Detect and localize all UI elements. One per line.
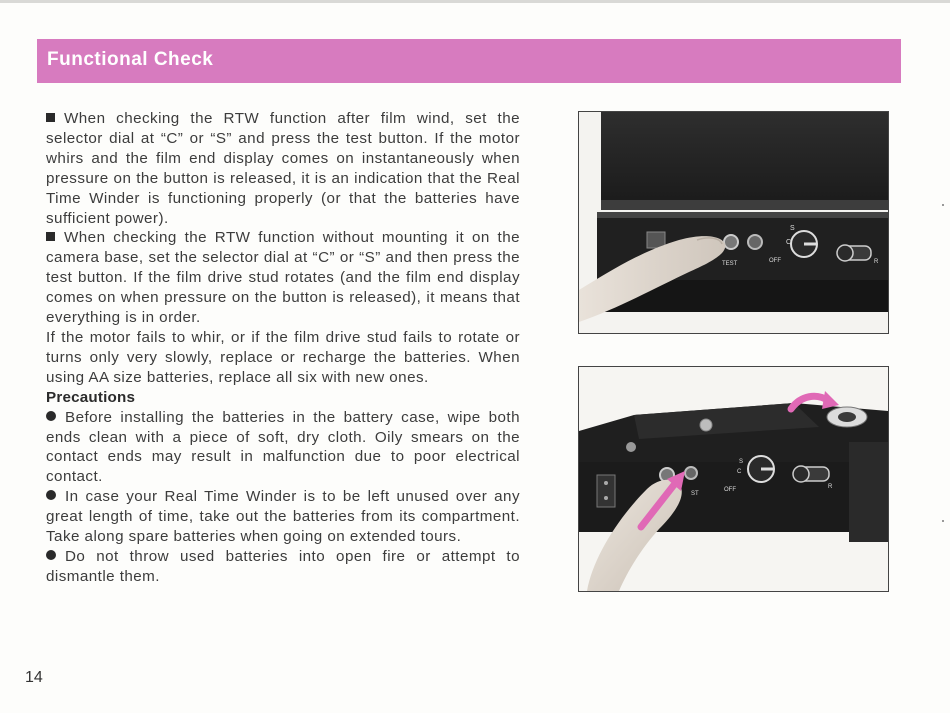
- page-top-rule: [0, 0, 950, 3]
- square-bullet-icon: [46, 113, 55, 122]
- winder-test-button-photo: [578, 111, 889, 334]
- section-header-band: [37, 39, 901, 83]
- lever-label-r: R: [874, 259, 879, 265]
- precaution-item-2-text: In case your Real Time Winder is to be left unused over any great length of time, take out the batteries from its compartment. Take along spare batteries when going on extended tours.: [46, 488, 520, 546]
- precaution-item-1: [46, 408, 520, 488]
- lever-label-r: R: [828, 484, 833, 490]
- winder-drive-stud-photo: [578, 366, 889, 592]
- paragraph-1: [46, 109, 520, 228]
- camera-body: [601, 112, 888, 204]
- paragraph-2: [46, 228, 520, 328]
- paragraph-1-text: When checking the RTW function after film wind, set the selector dial at “C” or “S” and press the test button. If the motor whirs and the film end display comes on instantaneously when pressure on the button is released, it is an indication that the Real Time Winder is functioning properly (or that the batteries have sufficient power).: [46, 110, 520, 227]
- dial-label-off: OFF: [769, 258, 781, 264]
- paragraph-3: [46, 328, 520, 388]
- precaution-item-3: [46, 547, 520, 587]
- section-title: Functional Check: [47, 49, 214, 70]
- dial-label-c: C: [786, 239, 792, 246]
- test-label: ST: [691, 491, 699, 497]
- round-bullet-icon: [46, 490, 56, 500]
- dial-label-s: S: [739, 459, 744, 465]
- round-bullet-icon: [46, 411, 56, 421]
- precaution-item-3-text: Do not throw used batteries into open fire or attempt to dismantle them.: [46, 547, 520, 585]
- test-button-icon: [724, 235, 738, 249]
- precaution-item-1-text: Before installing the batteries in the battery case, wipe both ends clean with a piece of soft, dry cloth. Oily smears on the contact ends may result in malfunction due to poor electrical contact.: [46, 408, 520, 486]
- paragraph-2-text: When checking the RTW function without mounting it on the camera base, set the selector dial at “C” or “S” and then press the test button. If the film drive stud rotates (and the film end display comes on when pressure on the button is released), it means that everything is in order.: [46, 229, 520, 327]
- round-bullet-icon: [46, 550, 56, 560]
- edge-mark: [942, 520, 944, 522]
- precaution-item-2: [46, 487, 520, 547]
- page-number: 14: [25, 669, 43, 686]
- dial-label-s: S: [790, 225, 795, 232]
- winder-drive-stud-illustration: [579, 367, 888, 591]
- test-label: TEST: [722, 261, 738, 267]
- winder-test-button-illustration: [579, 112, 888, 333]
- dial-label-off: OFF: [724, 487, 736, 493]
- dial-label-c: C: [737, 469, 742, 475]
- body-text: [46, 109, 520, 587]
- edge-mark: [942, 204, 944, 206]
- paragraph-3-text: If the motor fails to whir, or if the film drive stud fails to rotate or turns only very slowly, replace or recharge the batteries. When using AA size batteries, replace all six with new ones.: [46, 328, 520, 386]
- precautions-heading: Precautions: [46, 388, 136, 406]
- square-bullet-icon: [46, 232, 55, 241]
